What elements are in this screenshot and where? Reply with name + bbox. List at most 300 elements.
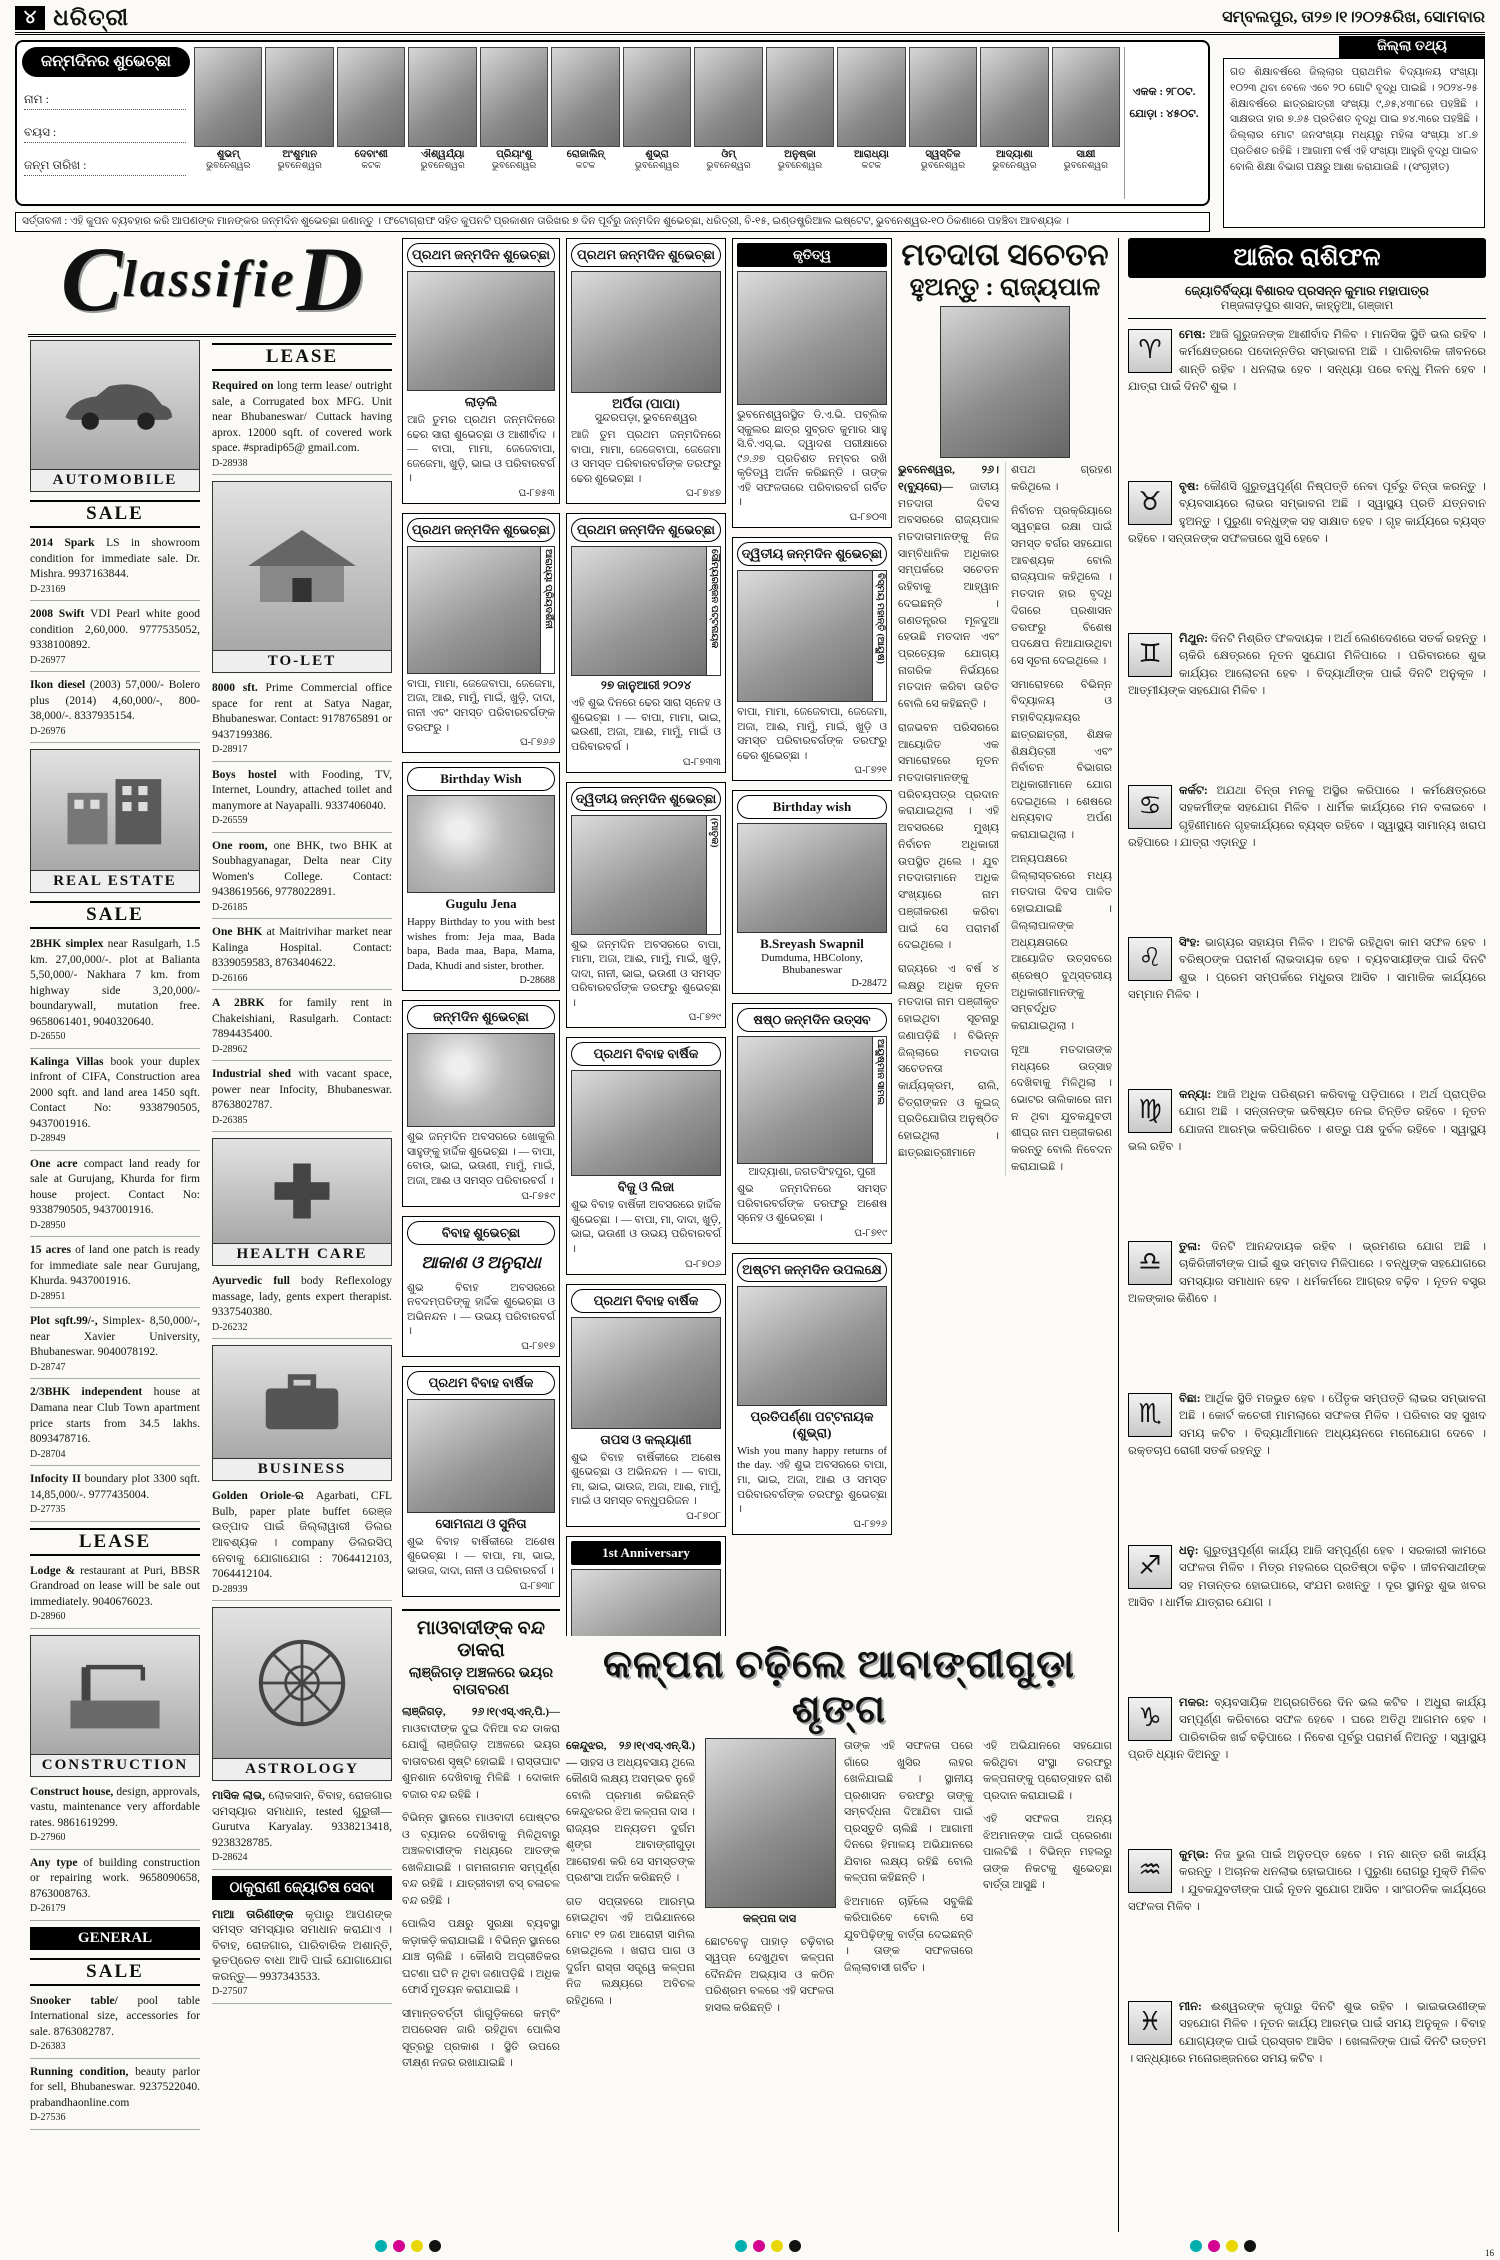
- path: [261, 1642, 343, 1724]
- card-photo: [571, 1070, 721, 1176]
- ad-lead: Infocity II: [30, 1473, 85, 1486]
- black-dot: [1244, 2240, 1256, 2252]
- classified-ad: Plot sqft.99/-, Simplex- 8,50,000/-, near Xavier University, Bhubaneswar. 9040078192. D-28747: [30, 1314, 200, 1379]
- kalpana-text-col-1: [566, 1738, 695, 2023]
- horoscope-entry: ♏ ବିଛା: ଆର୍ଥିକ ସ୍ଥିତି ମଜଭୁତ ହେବ । ପୈତୃକ ସମ୍ପତ୍ତି ଲାଭର ସମ୍ଭାବନା ଅଛି । କୋର୍ଟ କଚେରୀ ମାମଲାରେ ସଫଳତା ମିଳିବ । ପରିବାର ସହ ସୁଖଦ ସମୟ କଟିବ । ବିଦ୍ୟାର୍ଥୀମାନେ ଅଧ୍ୟୟନରେ ମନୋଯୋଗ ଦେବେ । ରକ୍ତଚାପ ରୋଗୀ ସତର୍କ ରହନ୍ତୁ ।: [1128, 1393, 1486, 1458]
- card-code: ଘ-୮୭୬୬: [520, 737, 555, 749]
- card-header: 1st Anniversary: [571, 1541, 721, 1565]
- polygon: [248, 530, 356, 566]
- classified-column-2: [212, 340, 392, 2230]
- ad-code: D-23169: [30, 583, 66, 595]
- ad-lead: Industrial shed: [212, 1068, 299, 1081]
- card-header: ବିବାହ ଶୁଭେଚ୍ଛା: [407, 1221, 555, 1245]
- greeting-card: [732, 1253, 892, 1535]
- child-photo: [337, 47, 405, 147]
- ad-code: D-28949: [30, 1133, 66, 1145]
- greetings-column-1: [402, 238, 560, 2232]
- birthday-photo-strip: [194, 47, 1120, 199]
- card-code: D-28472: [851, 978, 887, 990]
- classified-ad: 2/3BHK independent house at Damana near Club Town apartment price starts from 34.5 lakhs. 8093478716. D-28704: [30, 1385, 200, 1466]
- section-header: LEASE: [212, 343, 392, 371]
- classified-logo-last-letter: D: [296, 228, 364, 330]
- greeting-card: [732, 238, 892, 528]
- classified-ad: Kalinga Villas book your duplex infront of CIFA, Construction area 2000 sqft. and land area 1450 sqft. Contact No: 9338790505, 9437001916. D-28949: [30, 1055, 200, 1151]
- governor-photo: [940, 306, 1070, 458]
- kalpana-paragraph: ଏହି ଅଭିଯାନରେ ସହଯୋଗ କରିଥିବା ସଂସ୍ଥା ତରଫରୁ କଳ୍ପନାଙ୍କୁ ପ୍ରୋତ୍ସାହନ ରାଶି ପ୍ରଦାନ କରାଯାଇଛି ।: [983, 1740, 1112, 1802]
- ad-code: D-28960: [30, 1611, 66, 1623]
- classified-ad: 2BHK simplex near Rasulgarh, 1.5 km. 27,00,000/-. plot at Balianta 5,50,000/- Nakhara 7 km. from highway side 3,20,000/- boundarywall, mutation free. 9658061401, 9040320640. D-26550: [30, 937, 200, 1049]
- classified-ad: 2014 Spark LS in showroom condition for immediate sale. Dr. Mishra. 9937163844. D-23169: [30, 536, 200, 601]
- child-name: ସ୍ୱସ୍ତିକ: [925, 149, 961, 160]
- classified-ad: One BHK at Maitrivihar market near Kalinga Hospital. Contact: 8339059583, 8763404622. D-26166: [212, 925, 392, 990]
- zodiac-name: କୁମ୍ଭ:: [1179, 1849, 1215, 1861]
- child-name: ଦେବାଂଶୀ: [354, 149, 388, 160]
- greeting-card: [566, 1284, 726, 1527]
- classified-ad: 8000 sft. Prime Commercial office space for rent at Satya Nagar, Bhubaneswar. Contact: 9178765891 or 9437199386. D-28917: [212, 681, 392, 762]
- voter-paragraph: ରାଜ୍ୟରେ ଏ ବର୍ଷ ୪ ଲକ୍ଷରୁ ଅଧିକ ନୂତନ ମତଦାତା ନାମ ପଞ୍ଜୀକୃତ ହୋଇଥିବା ସୂଚନାରୁ ଜଣାପଡ଼ିଛି । ବିଭିନ୍ନ ଜିଲ୍ଲାରେ ମତଦାତା ସଚେତନତା କାର୍ଯ୍ୟକ୍ରମ, ରାଲି, ଚିତ୍ରାଙ୍କନ ଓ କୁଇଜ୍ ପ୍ରତିଯୋଗିତା ଅନୁଷ୍ଠିତ ହୋଇଥିଲା । ଛାତ୍ରଛାତ୍ରୀମାନେ ଶପଥ ଗ୍ରହଣ କରିଥିଲେ ।: [898, 464, 1112, 1159]
- circle: [137, 412, 154, 429]
- ad-code: D-28951: [30, 1290, 66, 1302]
- card-code: ଘ-୮୭୨୧: [854, 765, 887, 777]
- zodiac-name: ବିଛା:: [1179, 1393, 1205, 1405]
- classified-category-label: AUTOMOBILE: [30, 470, 200, 492]
- classified-category-biz: [212, 1345, 392, 1481]
- photo-side-label: ଆରାଧ୍ୟା ପ୍ରିୟଦର୍ଶିନୀ: [540, 547, 554, 673]
- horoscope-entry: ♓ ମୀନ: ଈଶ୍ୱରଙ୍କ କୃପାରୁ ଦିନଟି ଶୁଭ ରହିବ । ଭାଇଭଉଣୀଙ୍କ ସହଯୋଗ ମିଳିବ । ନୂତନ କାର୍ଯ୍ୟ ଆରମ୍ଭ ପାଇଁ ସମୟ ଅନୁକୂଳ । ବିବାହ ଯୋଗ୍ୟଙ୍କ ପାଇଁ ପ୍ରସ୍ତାବ ଆସିବ । ଖେଳାଳିଙ୍କ ପାଇଁ ଦିନଟି ଉତ୍ତମ । ସନ୍ଧ୍ୟାରେ ମନୋରଞ୍ଜନରେ ସମୟ କଟିବ ।: [1128, 2001, 1486, 2066]
- greeting-card: [402, 1216, 560, 1357]
- classified-ad: 2008 Swift VDI Pearl white good condition 2,60,000. 9777535052, 9338100892. D-26977: [30, 607, 200, 672]
- classified-category-label: REAL ESTATE: [30, 871, 200, 893]
- card-message: Happy Birthday to you with best wishes from: Jeja maa, Bada bapa, Bada maa, Bapa, Mama, Dada, Khudi and sister, brother.: [407, 916, 555, 972]
- classified-category-crane: [30, 1635, 200, 1777]
- maoist-paragraph: ବିଭିନ୍ନ ସ୍ଥାନରେ ମାଓବାଦୀ ପୋଷ୍ଟର ଓ ବ୍ୟାନର ଦେଖିବାକୁ ମିଳିଥିବାରୁ ଅଞ୍ଚଳବାସୀଙ୍କ ମଧ୍ୟରେ ଆତଙ୍କ ଖେଳିଯାଇଛି । ଗମନାଗମନ ସମ୍ପୂର୍ଣ୍ଣ ବନ୍ଦ ରହିଛି । ଯାତ୍ରୀବାହୀ ବସ୍ ଚଳାଚଳ ବନ୍ଦ ରହିଛି ।: [402, 1812, 560, 1907]
- kalpana-article-body: [566, 1738, 1112, 2023]
- card-header: ପ୍ରଥମ ଜନ୍ମଦିନ ଶୁଭେଚ୍ଛା: [571, 518, 721, 542]
- greetings-column-3: [732, 238, 892, 1636]
- classified-logo: [28, 228, 396, 337]
- kalpana-paragraph: [566, 1738, 695, 1887]
- card-message: ଶୁଭ ବିବାହ ବାର୍ଷିକୀରେ ଅଶେଷ ଶୁଭେଚ୍ଛା । — ବାପା, ମା, ଭାଇ, ଭାଉଜ, ଦାଦା, ନାନୀ ଓ ପରିବାରବର୍ଗ ।: [407, 1535, 555, 1577]
- kalpana-paragraph: ତାଙ୍କ ଏହି ସଫଳତା ପରେ ଗାଁରେ ଖୁସିର ଲହର ଖେଳିଯାଇଛି । ସ୍ଥାନୀୟ ପ୍ରଶାସନ ତରଫରୁ ତାଙ୍କୁ ସମ୍ବର୍ଦ୍ଧନା ଦିଆଯିବା ପାଇଁ ପ୍ରସ୍ତୁତି ଚାଲିଛି । ଆଗାମୀ ଦିନରେ ହିମାଳୟ ଅଭିଯାନରେ ଯିବାର ଲକ୍ଷ୍ୟ ରହିଛି ବୋଲି କଳ୍ପନା କହିଛନ୍ତି ।: [844, 1740, 973, 1884]
- kalpana-paragraph: ଗତ ସପ୍ତାହରେ ଆରମ୍ଭ ହୋଇଥିବା ଏହି ଅଭିଯାନରେ ମୋଟ ୧୨ ଜଣ ଆରୋହୀ ସାମିଲ ହୋଇଥିଲେ । ଖରାପ ପାଗ ଓ ଦୁର୍ଗମ ରାସ୍ତା ସତ୍ତ୍ୱେ କଳ୍ପନା ନିଜ ଲକ୍ଷ୍ୟରେ ଅବିଚଳ ରହିଥିଲେ ।: [566, 1895, 695, 2007]
- birthday-photo-cell: [551, 47, 619, 199]
- zodiac-icon: ♒: [1128, 1849, 1172, 1893]
- child-photo: [909, 47, 977, 147]
- child-name: ଆଦ୍ୟାଶା: [995, 149, 1033, 160]
- horoscope-entry: ♈ ମେଷ: ଆଜି ଗୁରୁଜନଙ୍କ ଆଶୀର୍ବାଦ ମିଳିବ । ମାନସିକ ସ୍ଥିତି ଭଲ ରହିବ । କର୍ମକ୍ଷେତ୍ରରେ ପଦୋନ୍ନତିର ସମ୍ଭାବନା ଅଛି । ପାରିବାରିକ ଜୀବନରେ ଶାନ୍ତି ରହିବ । ଧନଲାଭ ହେବ । ସନ୍ଧ୍ୟା ପରେ ବନ୍ଧୁ ମିଳନ ହେବ । ଯାତ୍ରା ପାଇଁ ଦିନଟି ଶୁଭ ।: [1128, 329, 1486, 394]
- ad-code: D-26383: [30, 2041, 66, 2053]
- child-name: ସାକ୍ଷୀ: [1076, 149, 1096, 160]
- ad-code: D-26559: [212, 815, 248, 827]
- card-code: ଘ-୮୭୦୬: [685, 1258, 721, 1270]
- greeting-card: [402, 513, 560, 753]
- ad-lead: Any type: [30, 1856, 84, 1869]
- maoist-paragraph: [402, 1704, 560, 1803]
- child-name: ଶୁଭମ୍: [216, 149, 240, 160]
- classified-ad: Industrial shed with vacant space, power near Infocity, Bhubaneswar. 8763802787. D-26385: [212, 1067, 392, 1132]
- maoist-dateline: ଲାଞ୍ଜିଗଡ଼, ୨୬।୧(ଏସ୍.ଏନ୍.ପି.)—: [402, 1706, 560, 1719]
- birthday-photo-cell: [480, 47, 548, 199]
- birthday-photo-cell: [265, 47, 333, 199]
- child-photo: [194, 47, 262, 147]
- ad-lead: One room,: [212, 839, 274, 852]
- horoscope-title: ଆଜିର ରାଶିଫଳ: [1128, 238, 1486, 278]
- classified-ad: Snooker table/ pool table International size, accessories for sale. 8763082787. D-26383: [30, 1994, 200, 2059]
- kalpana-paragraph: ଛୋଟବେଳୁ ପାହାଡ଼ ଚଢ଼ିବାର ସ୍ୱପ୍ନ ଦେଖୁଥିବା କଳ୍ପନା ଦୈନନ୍ଦିନ ଅଭ୍ୟାସ ଓ କଠିନ ପରିଶ୍ରମ ବଳରେ ଏହି ସଫଳତା ହାସଲ କରିଛନ୍ତି ।: [705, 1935, 834, 2014]
- zodiac-icon: ♋: [1128, 785, 1172, 829]
- path: [86, 1667, 143, 1680]
- voter-paragraph: ସମାରୋହରେ ବିଭିନ୍ନ ବିଦ୍ୟାଳୟ ଓ ମହାବିଦ୍ୟାଳୟର ଛାତ୍ରଛାତ୍ରୀ, ଶିକ୍ଷକ ଶିକ୍ଷୟିତ୍ରୀ ଏବଂ ନିର୍ବାଚନ ବିଭାଗର ଅଧିକାରୀମାନେ ଯୋଗ ଦେଇଥିଲେ । ଶେଷରେ ଧନ୍ୟବାଦ ଅର୍ପଣ କରାଯାଇଥିଲା ।: [1011, 678, 1112, 842]
- coupon-field-dob: ଜନ୍ମ ତାରିଖ :: [24, 158, 186, 176]
- child-name: ଅନୁଷ୍କା: [784, 149, 816, 160]
- child-place: ଭୁବନେଶ୍ୱର: [777, 160, 823, 170]
- card-header: ପ୍ରଥମ ଜନ୍ମଦିନ ଶୁଭେଚ୍ଛା: [571, 243, 721, 267]
- card-header: କୃତିତ୍ୱ: [737, 243, 887, 267]
- birthday-photo-cell: [194, 47, 262, 199]
- greetings-cards: [402, 238, 560, 1597]
- ad-lead: Ayurvedic full: [212, 1275, 302, 1288]
- ad-lead: Lodge &: [30, 1564, 81, 1577]
- ad-lead: Ikon diesel: [30, 679, 90, 692]
- card-name: ଲାଡ଼ଲି: [464, 394, 498, 409]
- masthead: [15, 4, 1485, 35]
- magenta-dot: [1208, 2240, 1220, 2252]
- card-subtitle: ଆଦ୍ୟାଶା, ଜଗତସିଂହପୁର, ପୁରୀ: [748, 1166, 876, 1179]
- kalpana-photo-caption: କଳ୍ପନା ଦାସ: [742, 1913, 797, 1925]
- horoscope-entry: ♑ ମକର: ବ୍ୟବସାୟିକ ଅଗ୍ରଗତିରେ ଦିନ ଭଲ କଟିବ । ଅଧୁରା କାର୍ଯ୍ୟ ସମ୍ପୂର୍ଣ୍ଣ କରିବାରେ ସଫଳ ହେବେ । ଘରେ ଅତିଥି ଆଗମନ ହେବ । ପାରିବାରିକ ଖର୍ଚ୍ଚ ବଢ଼ିପାରେ । ନିବେଶ ପୂର୍ବରୁ ପରାମର୍ଶ ନିଅନ୍ତୁ । ସ୍ୱାସ୍ଥ୍ୟ ପ୍ରତି ଧ୍ୟାନ ଦିଅନ୍ତୁ ।: [1128, 1697, 1486, 1762]
- card-message: ଏହି ଶୁଭ ଦିନରେ ଢେର ସାରା ସ୍ନେହ ଓ ଶୁଭେଚ୍ଛା । — ବାପା, ମାମା, ଭାଇ, ଭଉଣୀ, ଅଜା, ଆଈ, ମାମୁଁ, ମାଇଁ ଓ ପରିବାରବର୍ଗ ।: [571, 697, 721, 753]
- card-photo: [407, 1399, 555, 1513]
- card-message: ବାପା, ମାମା, ଜେଜେବାପା, ଜେଜେମା, ଅଜା, ଆଈ, ମାମୁଁ, ମାଇଁ, ଖୁଡ଼ି ଓ ସମସ୍ତ ପରିବାରବର୍ଗଙ୍କ ତରଫରୁ ଢେର ଶୁଭେଚ୍ଛା ।: [737, 705, 887, 762]
- card-photo: [737, 1286, 887, 1406]
- ad-lead: Required on: [212, 380, 278, 392]
- coupon-terms: ସର୍ତ୍ତାବଳୀ : ଏହି କୁପନ ବ୍ୟବହାର କରି ଆପଣଙ୍କ ମାନଙ୍କର ଜନ୍ମଦିନ ଶୁଭେଚ୍ଛା ଜଣାନ୍ତୁ । ଫଟୋଗ୍ରାଫ ସହିତ କୁପନଟି ପ୍ରକାଶନ ତାରିଖର ୭ ଦିନ ପୂର୍ବରୁ ଜନ୍ମଦିନ ଶୁଭେଚ୍ଛା, ଧରିତ୍ରୀ, ବି-୧୫, ଇଣ୍ଡଷ୍ଟ୍ରିଆଲ ଇଷ୍ଟେଟ, ଭୁବନେଶ୍ୱର-୧୦ ଠିକଣାରେ ପହଞ୍ଚିବା ଆବଶ୍ୟକ ।: [15, 212, 1210, 232]
- magenta-dot: [753, 2240, 765, 2252]
- rect: [67, 793, 107, 844]
- rect: [275, 1183, 330, 1201]
- horoscope-entry: ♍ କନ୍ୟା: ଆଜି ଅଧିକ ପରିଶ୍ରମ କରିବାକୁ ପଡ଼ିପାରେ । ଅର୍ଥ ପ୍ରାପ୍ତିର ଯୋଗ ଅଛି । ସନ୍ତାନଙ୍କ ଭବିଷ୍ୟତ ନେଇ ଚିନ୍ତିତ ରହିବେ । ନୂତନ ଯୋଜନା ଆରମ୍ଭ କରିପାରିବେ । ଶତ୍ରୁ ପକ୍ଷ ଦୁର୍ବଳ ରହିବେ । ସ୍ୱାସ୍ଥ୍ୟ ଭଲ ରହିବ ।: [1128, 1089, 1486, 1154]
- greeting-card: [566, 1037, 726, 1274]
- birthday-photo-cell: [980, 47, 1048, 199]
- photo-side-label: ଆୟୁଷ୍ମାନ ସାମଲ: [872, 1037, 886, 1163]
- classified-category-zodiac: [212, 1607, 392, 1781]
- greeting-card: [566, 782, 726, 1029]
- classified-ad: A 2BRK for family rent in Chakeishiani, Rasulgarh. Contact: 7894435400. D-28962: [212, 996, 392, 1061]
- voter-headline-2: ହୁଅନ୍ତୁ : ରାଜ୍ୟପାଳ: [909, 274, 1101, 302]
- child-photo: [1052, 47, 1120, 147]
- greetings-column-2: [566, 238, 726, 1636]
- card-message: ଶୁଭ ବିବାହ ବାର୍ଷିକୀ ଅବସରରେ ହାର୍ଦ୍ଦିକ ଶୁଭେଚ୍ଛା । — ବାପା, ମା, ଦାଦା, ଖୁଡ଼ି, ଭାଇ, ଭଉଣୀ ଓ ଉଭୟ ପରିବାରବର୍ଗ ।: [571, 1199, 721, 1255]
- black-dot: [429, 2240, 441, 2252]
- zodiac-icon: ♌: [1128, 937, 1172, 981]
- ad-lead: One BHK: [212, 926, 267, 939]
- horoscope-entry: ♊ ମିଥୁନ: ଦିନଟି ମିଶ୍ରିତ ଫଳଦାୟକ । ଅର୍ଥ ଲେଣଦେଣରେ ସତର୍କ ରହନ୍ତୁ । ଚାକିରି କ୍ଷେତ୍ରରେ ନୂତନ ସୁଯୋଗ ମିଳିପାରେ । ପରିବାରରେ ଶୁଭ କାର୍ଯ୍ୟର ଆଲୋଚନା ହେବ । ବିଦ୍ୟାର୍ଥୀଙ୍କ ପାଇଁ ଦିନଟି ଅନୁକୂଳ । ଆତ୍ମୀୟଙ୍କ ସହଯୋଗ ମିଳିବ ।: [1128, 633, 1486, 698]
- path: [65, 384, 172, 420]
- ad-lead: Construct house,: [30, 1785, 117, 1798]
- classified-category-label: CONSTRUCTION: [30, 1755, 200, 1777]
- zodiac-icon: ♐: [1128, 1545, 1172, 1589]
- zodiac-name: ମକର:: [1179, 1697, 1215, 1709]
- card-code: ଘ-୮୭୧୯: [854, 1227, 887, 1239]
- ad-code: D-28624: [212, 1852, 248, 1864]
- district-info-box: [1223, 36, 1485, 228]
- ad-code: D-28704: [30, 1448, 66, 1460]
- card-header: ପ୍ରଥମ ବିବାହ ବାର୍ଷିକ: [571, 1289, 721, 1313]
- rect: [291, 1378, 314, 1389]
- ad-code: D-27507: [212, 1986, 248, 1998]
- zodiac-icon: ♊: [1128, 633, 1172, 677]
- ad-lead: 2008 Swift: [30, 608, 91, 621]
- ad-lead: Kalinga Villas: [30, 1055, 111, 1068]
- voter-paragraph: ଅନ୍ୟପକ୍ଷରେ ଜିଲ୍ଲାସ୍ତରରେ ମଧ୍ୟ ମତଦାତା ଦିବସ ପାଳିତ ହୋଇଯାଇଛି । ଜିଲ୍ଲାପାଳଙ୍କ ଅଧ୍ୟକ୍ଷତାରେ ଆୟୋଜିତ ଉତ୍ସବରେ ଶ୍ରେଷ୍ଠ ବୁଥ୍‌ସ୍ତରୀୟ ଅଧିକାରୀମାନଙ୍କୁ ସମ୍ବର୍ଦ୍ଧିତ କରାଯାଇଥିଲା ।: [1011, 852, 1112, 1033]
- card-photo: [571, 1317, 721, 1429]
- coupon-field-name: ନାମ :: [24, 92, 186, 110]
- ad-code: D-28917: [212, 744, 248, 756]
- classified-category-estate: [30, 749, 200, 893]
- greeting-card: [566, 238, 726, 504]
- maoist-p1: ମାଓବାଦୀଙ୍କ ଦୁଇ ଦିନିଆ ବନ୍ଦ ଡାକରା ଯୋଗୁଁ ଲାଞ୍ଜିଗଡ଼ ଅଞ୍ଚଳରେ ଭୟର ବାତାବରଣ ସୃଷ୍ଟି ହୋଇଛି । ରାସ୍ତାଘାଟ ଶୁନଶାନ ଦେଖିବାକୁ ମିଳିଛି । ଦୋକାନ ବଜାର ବନ୍ଦ ରହିଛି ।: [402, 1722, 560, 1801]
- rect: [122, 786, 131, 795]
- child-place: ଭୁବନେଶ୍ୱର: [920, 160, 966, 170]
- card-subtitle: ସୁନ୍ଦରପଡ଼ା, ଭୁବନେଶ୍ୱର: [594, 412, 698, 424]
- classified-ad: Golden Oriole-ର Agarbati, CFL Bulb, paper plate buffet ରେଞ୍ଜ ଉତ୍ପାଦ ପାଇଁ ଜିଲ୍ଲାୱାରୀ ଡିଲର ଆବଶ୍ୟକ । company ଡିଲରସିପ୍ ନେବାକୁ ଯୋଗାଯୋଗ : 7064412103, 7064412104. D-28939: [212, 1489, 392, 1601]
- ad-lead: 15 acres: [30, 1244, 76, 1257]
- greeting-card: [402, 1000, 560, 1206]
- child-photo: [837, 47, 905, 147]
- kalpana-headline: କଳ୍ପନା ଚଢ଼ିଲେ ଆବାଙ୍ଗୀଗୁଡ଼ା ଶୃଙ୍ଗ: [603, 1643, 1075, 1731]
- registration-marks-right: [1190, 2240, 1256, 2252]
- classified-logo-middle: lassifie: [122, 251, 297, 308]
- classified-logo-first-letter: C: [60, 228, 123, 330]
- classified-category-house: [212, 481, 392, 673]
- rect: [74, 800, 83, 809]
- card-photo: [737, 570, 887, 702]
- ad-lead: One acre: [30, 1157, 84, 1170]
- yellow-dot: [771, 2240, 783, 2252]
- card-header: ଅଷ୍ଟମ ଜନ୍ମଦିନ ଉପଲକ୍ଷେ: [737, 1258, 887, 1282]
- classified-ad: ମାସିକ ଲାଭ, ଲୋକସାନ, ବିବାହ, ରୋଜଗାର ସମସ୍ୟାର ସମାଧାନ, tested ଗୁରୁଜୀ— Gurutva Karyalay. 9338213418, 9238328785. D-28624: [212, 1789, 392, 1870]
- cyan-dot: [735, 2240, 747, 2252]
- greeting-card: [402, 238, 560, 504]
- child-name: ଐଶ୍ୱର୍ଯ୍ୟା: [420, 149, 465, 160]
- card-header: ଦ୍ୱିତୀୟ ଜନ୍ମଦିନ ଶୁଭେଚ୍ଛା: [737, 542, 887, 566]
- zodiac-name: ସିଂହ:: [1179, 937, 1205, 949]
- kalpana-paragraph: ଏହି ସଫଳତା ଅନ୍ୟ ଝିଅମାନଙ୍କ ପାଇଁ ପ୍ରେରଣା ପାଲଟିଛି । ବିଭିନ୍ନ ମହଲରୁ ତାଙ୍କ ନିକଟକୁ ଶୁଭେଚ୍ଛା ବାର୍ତ୍ତା ଆସୁଛି ।: [983, 1813, 1112, 1891]
- child-photo: [623, 47, 691, 147]
- voter-p1: ଜାତୀୟ ମତଦାତା ଦିବସ ଅବସରରେ ରାଜ୍ୟପାଳ ମତଦାତାମାନଙ୍କୁ ନିଜ ସାମ୍ବିଧାନିକ ଅଧିକାର ସମ୍ପର୍କରେ ସଚେତନ ରହିବାକୁ ଆହ୍ୱାନ ଦେଇଛନ୍ତି । ଗଣତନ୍ତ୍ରର ମୂଳଦୁଆ ହେଉଛି ମତଦାନ ଏବଂ ପ୍ରତ୍ୟେକ ଯୋଗ୍ୟ ନାଗରିକ ନିର୍ଭୟରେ ମତଦାନ କରିବା ଉଚିତ ବୋଲି ସେ କହିଛନ୍ତି ।: [898, 480, 999, 711]
- svg: [50, 374, 180, 436]
- svg: [256, 1368, 348, 1436]
- classified-ad: Required on long term lease/ outright sale, a Corrugated box MFG. Unit near Bhubaneswar/ Cuttack having aprox. 12000 sqft. of covered work space. #spradip65@ gmail.com. D-28938: [212, 379, 392, 475]
- card-name: ବିଜୁ ଓ ଲିଜା: [617, 1179, 675, 1195]
- rect: [82, 1667, 91, 1700]
- zodiac-name: ତୁଳା:: [1179, 1241, 1212, 1253]
- ad-lead: ମାସିକ ଲାଭ,: [212, 1790, 269, 1803]
- card-name: ଅର୍ପିତା (ପାପା): [612, 396, 680, 411]
- photo-side-label: ସୌମ୍ୟରଞ୍ଜନ ପଟ୍ଟନାୟକ: [706, 547, 720, 675]
- maoist-article: [402, 1609, 560, 2072]
- card-photo: [407, 546, 555, 674]
- greeting-card: [566, 1536, 726, 1636]
- card-code: ଘ-୮୭୪୭: [686, 488, 721, 500]
- child-place: ଭୁବନେଶ୍ୱର: [992, 160, 1037, 170]
- zodiac-name: ମିଥୁନ:: [1179, 633, 1211, 645]
- child-photo: [766, 47, 834, 147]
- ad-code: D-28962: [212, 1043, 248, 1055]
- kalpana-photo-col: [705, 1738, 834, 2023]
- kalpana-dateline: କେନ୍ଦୁଝର, ୨୬।୧(ଏସ୍.ଏନ୍.ସି.)—: [566, 1740, 695, 1769]
- zodiac-name: କର୍କଟ:: [1179, 785, 1217, 797]
- rect: [138, 802, 147, 811]
- rate-double: ଯୋଡ଼ା : ୪୫୦ଟ.: [1129, 108, 1199, 120]
- section-header-black: GENERAL: [30, 1927, 200, 1950]
- maoist-headline-2: ଲାଞ୍ଜିଗଡ଼ ଅଞ୍ଚଳରେ ଭୟର ବାତାବରଣ: [408, 1665, 554, 1699]
- card-photo: [737, 1036, 887, 1164]
- card-code: ଘ-୮୭୧୭: [521, 1340, 555, 1352]
- kalpana-paragraph: ଝିଅମାନେ ଚାହିଁଲେ ସବୁକିଛି କରିପାରିବେ ବୋଲି ସେ ଯୁବପିଢ଼ିଙ୍କୁ ବାର୍ତ୍ତା ଦେଇଛନ୍ତି । ତାଙ୍କ ସଫଳତାରେ ଜିଲ୍ଲାବାସୀ ଗର୍ବିତ ।: [844, 1895, 973, 1974]
- card-photo: [737, 271, 887, 405]
- zodiac-name: କନ୍ୟା:: [1179, 1089, 1217, 1101]
- card-name: B.Sreyash Swapnil: [760, 936, 864, 952]
- maoist-headline-1: ମାଓବାଦୀଙ୍କ ବନ୍ଦ ଡାକରା: [417, 1617, 545, 1662]
- horoscope-entry: ♒ କୁମ୍ଭ: ନିଜ ଭୁଲ ପାଇଁ ଅନୁତପ୍ତ ହେବେ । ମନ ଶାନ୍ତ ରଖି କାର୍ଯ୍ୟ କରନ୍ତୁ । ଅଚାନକ ଧନଲାଭ ହୋଇପାରେ । ପୁରୁଣା ରୋଗରୁ ମୁକ୍ତି ମିଳିବ । ଯୁବକଯୁବତୀଙ୍କ ପାଇଁ ନୂତନ ସୁଯୋଗ ଆସିବ । ସାଂଗଠନିକ କାର୍ଯ୍ୟରେ ସଫଳତା ମିଳିବ ।: [1128, 1849, 1486, 1914]
- zodiac-icon: ♎: [1128, 1241, 1172, 1285]
- ad-lead: Snooker table/: [30, 1994, 138, 2007]
- maoist-paragraph: ପୋଲିସ ପକ୍ଷରୁ ସୁରକ୍ଷା ବ୍ୟବସ୍ଥା କଡ଼ାକଡ଼ି କରାଯାଇଛି । ବିଭିନ୍ନ ସ୍ଥାନରେ ଯାଞ୍ଚ ଚାଲିଛି । କୌଣସି ଅପ୍ରୀତିକର ଘଟଣା ଘଟି ନ ଥିବା ଜଣାପଡ଼ିଛି । ଅଧିକ ଫୋର୍ସ ମୁତୟନ କରାଯାଇଛି ।: [402, 1918, 560, 1997]
- registration-marks-center: [735, 2240, 801, 2252]
- horoscope-entries: [1128, 327, 1486, 2141]
- child-photo: [408, 47, 476, 147]
- kalpana-p1: ସାହସ ଓ ଅଧ୍ୟବସାୟ ଥିଲେ କୌଣସି ଲକ୍ଷ୍ୟ ଅସମ୍ଭବ ନୁହେଁ ବୋଲି ପ୍ରମାଣ କରିଛନ୍ତି କେନ୍ଦୁଝରର ଝିଅ କଳ୍ପନା ଦାସ । ରାଜ୍ୟର ଅନ୍ୟତମ ଦୁର୍ଗମ ଶୃଙ୍ଗ ଆବାଙ୍ଗୀଗୁଡ଼ା ଆରୋହଣ କରି ସେ ସମସ୍ତଙ୍କ ପ୍ରଶଂସା ଅର୍ଜନ କରିଛନ୍ତି ।: [566, 1756, 695, 1884]
- greeting-card: [732, 790, 892, 994]
- zodiac-icon: ♈: [1128, 329, 1172, 373]
- classified-category-car: [30, 340, 200, 492]
- child-place: ଭୁବନେଶ୍ୱର: [706, 160, 751, 170]
- ad-code: D-28747: [30, 1361, 66, 1373]
- voter-headline-1: ମତଦାତା ସଚେତନ: [901, 238, 1109, 272]
- card-name: ତାପସ ଓ କଲ୍ୟାଣୀ: [600, 1431, 692, 1447]
- horoscope-entry: ♉ ବୃଷ: କୌଣସି ଗୁରୁତ୍ୱପୂର୍ଣ୍ଣ ନିଷ୍ପତ୍ତି ନେବା ପୂର୍ବରୁ ଚିନ୍ତା କରନ୍ତୁ । ବ୍ୟବସାୟରେ ଲାଭର ସମ୍ଭାବନା ଅଛି । ସ୍ୱାସ୍ଥ୍ୟ ପ୍ରତି ଯତ୍ନବାନ ହୁଅନ୍ତୁ । ପୁରୁଣା ବନ୍ଧୁଙ୍କ ସହ ସାକ୍ଷାତ ହେବ । ଗୃହ କାର୍ଯ୍ୟରେ ବ୍ୟସ୍ତ ରହିବେ । ସନ୍ତାନଙ୍କ ସଫଳତାରେ ଖୁସି ହେବେ ।: [1128, 481, 1486, 546]
- card-photo: [407, 271, 555, 391]
- zodiac-icon: ♓: [1128, 2001, 1172, 2045]
- section-header: SALE: [30, 1958, 200, 1986]
- birthday-photo-cell: [337, 47, 405, 199]
- zodiac-name: ମେଷ:: [1179, 329, 1210, 341]
- birthday-banner: [15, 40, 1210, 206]
- zodiac-name: ବୃଷ:: [1179, 481, 1205, 493]
- section-header: LEASE: [30, 1528, 200, 1556]
- card-header: Birthday wish: [737, 795, 887, 819]
- child-name: ଶୁଭ୍ରା: [645, 149, 669, 160]
- card-message: ଶୁଭ ବିବାହ ଅବସରରେ ନବଦମ୍ପତିଙ୍କୁ ହାର୍ଦ୍ଦିକ ଶୁଭେଚ୍ଛା ଓ ଅଭିନନ୍ଦନ । — ଉଭୟ ପରିବାରବର୍ଗ ।: [407, 1281, 555, 1338]
- child-photo: [694, 47, 762, 147]
- card-code: ଘ-୮୭୩୩: [682, 756, 721, 768]
- birthday-banner-title: ଜନ୍ମଦିନର ଶୁଭେଚ୍ଛା: [22, 47, 190, 77]
- ad-code: D-26166: [212, 972, 248, 984]
- card-header: ଜନ୍ମଦିନ ଶୁଭେଚ୍ଛା: [407, 1005, 555, 1029]
- yellow-dot: [1226, 2240, 1238, 2252]
- couple-names: ଆକାଶ ଓ ଅନୁରାଧା: [421, 1252, 541, 1272]
- paper-name: ଧରିତ୍ରୀ: [53, 5, 130, 30]
- card-message: ଆଜି ତୁମର ପ୍ରଥମ ଜନ୍ମଦିନରେ ଢେର ସାରା ଶୁଭେଚ୍ଛା ଓ ଆଶୀର୍ବାଦ । — ବାପା, ମାମା, ଜେଜେବାପା, ଜେଜେମା, ଖୁଡ଼ି, ଭାଇ ଓ ପରିବାରବର୍ଗ ।: [407, 414, 555, 485]
- card-header: ପ୍ରଥମ ଜନ୍ମଦିନ ଶୁଭେଚ୍ଛା: [407, 243, 555, 267]
- card-message: Wish you many happy returns of the day. ଏହି ଶୁଭ ଅବସରରେ ବାପା, ମା, ଭାଇ, ଅଜା, ଆଈ ଓ ସମସ୍ତ ପରିବାରବର୍ଗଙ୍କ ତରଫରୁ ଶୁଭେଚ୍ଛା ।: [737, 1444, 887, 1516]
- classified-ad: Any type of building construction or repairing work. 9658090658, 8763008763. D-26179: [30, 1856, 200, 1921]
- zodiac-name: ମୀନ:: [1179, 2001, 1211, 2013]
- child-place: ଭୁବନେଶ୍ୱର: [420, 160, 465, 170]
- birthday-photo-cell: [766, 47, 834, 199]
- astrologer-name: ଜ୍ୟୋତିର୍ବିଦ୍ୟା ବିଶାରଦ ପ୍ରସନ୍ନ କୁମାର ମହାପାତ୍ର: [1185, 284, 1429, 298]
- svg: [59, 1656, 171, 1734]
- car-illustration: [30, 340, 200, 470]
- rect: [70, 1700, 159, 1728]
- card-photo: [571, 815, 721, 935]
- voter-article-body: [898, 462, 1112, 1175]
- greeting-card: [402, 1366, 560, 1597]
- card-code: ଘ-୮୭୫୯: [521, 1190, 555, 1202]
- kalpana-article: [566, 1642, 1112, 2232]
- kalpana-text-col-2: [844, 1738, 973, 2023]
- edition-dateline: ସମ୍ବଲପୁର, ତା୨୭।୧।୨୦୨୫ରିଖ, ସୋମବାର: [1222, 9, 1485, 26]
- voter-paragraph: ନିର୍ବାଚନ ପ୍ରକ୍ରିୟାରେ ସ୍ୱଚ୍ଛତା ରକ୍ଷା ପାଇଁ ସମସ୍ତ ବର୍ଗର ସହଯୋଗ ଆବଶ୍ୟକ ବୋଲି ରାଜ୍ୟପାଳ କହିଥିଲେ । ମତଦାନ ହାର ବୃଦ୍ଧି ଦିଗରେ ପ୍ରଶାସନ ତରଫରୁ ବିଶେଷ ପଦକ୍ଷେପ ନିଆଯାଉଥିବା ସେ ସୂଚନା ଦେଇଥିଲେ ।: [1011, 504, 1112, 667]
- card-code: ଘ-୮୭୦୮: [686, 1510, 721, 1522]
- card-code: ଘ-୮୭୫୩: [518, 487, 555, 499]
- horoscope-entry: ♋ କର୍କଟ: ଅଯଥା ଚିନ୍ତା ମନକୁ ଅସ୍ଥିର କରିପାରେ । କର୍ମକ୍ଷେତ୍ରରେ ସହକର୍ମୀଙ୍କ ସହଯୋଗ ମିଳିବ । ଧାର୍ମିକ କାର୍ଯ୍ୟରେ ମନ ବଳାଇବେ । ଗୃହିଣୀମାନେ ଗୃହକାର୍ଯ୍ୟରେ ବ୍ୟସ୍ତ ରହିବେ । ସ୍ୱାସ୍ଥ୍ୟ ସାମାନ୍ୟ ଖରାପ ରହିପାରେ । ଯାତ୍ରା ଏଡ଼ାନ୍ତୁ ।: [1128, 785, 1486, 850]
- card-photo: [571, 546, 721, 676]
- cyan-dot: [1190, 2240, 1202, 2252]
- ad-lead: Golden Oriole-ର: [212, 1490, 316, 1503]
- flowers-photo: [407, 1033, 555, 1127]
- child-name: ପ୍ରିୟାଂଶୁ: [496, 149, 532, 160]
- card-name: ପ୍ରତିପର୍ଣ୍ଣା ପଟ୍ଟନାୟକ (ଶୁଭ୍ରା): [750, 1408, 874, 1440]
- card-name: Gugulu Jena: [445, 896, 517, 912]
- child-name: ଓଁମ୍: [721, 149, 736, 160]
- zodiac-icon: ♏: [1128, 1393, 1172, 1437]
- card-message: ଭୁବନେଶ୍ୱରସ୍ଥିତ ଡି.ଏ.ଭି. ପବ୍ଲିକ ସ୍କୁଲର ଛାତ୍ର ସୁବ୍ରତ କୁମାର ସାହୁ ସି.ବି.ଏସ୍.ଇ. ଦ୍ୱାଦଶ ପରୀକ୍ଷାରେ ୯୬.୬୭ ପ୍ରତିଶତ ନମ୍ବର ରଖି କୃତିତ୍ୱ ଅର୍ଜନ କରିଛନ୍ତି । ତାଙ୍କ ଏହି ସଫଳତାରେ ପରିବାରବର୍ଗ ଗର୍ବିତ ।: [737, 409, 887, 509]
- masthead-left: [15, 5, 129, 31]
- rate-single: ଏକକ : ୨୮୦ଟ.: [1132, 86, 1196, 98]
- voter-dateline: ଭୁବନେଶ୍ୱର, ୨୬।୧(ବ୍ୟୁରୋ)—: [898, 464, 999, 493]
- greeting-card: [566, 513, 726, 772]
- svg: [254, 1635, 350, 1731]
- cross-illustration: [212, 1138, 392, 1244]
- district-info-body: ଗତ ଶିକ୍ଷାବର୍ଷରେ ଜିଲ୍ଲାର ପ୍ରାଥମିକ ବିଦ୍ୟାଳୟ ସଂଖ୍ୟା ୧୦୨୩ ଥିବା ବେଳେ ଏବେ ୨୦ ଗୋଟି ବୃଦ୍ଧି ପାଇଛି । ୨୦୨୪-୨୫ ଶିକ୍ଷାବର୍ଷରେ ଛାତ୍ରଛାତ୍ରୀ ସଂଖ୍ୟା ୯,୬୫,୪୩୮ରେ ପହଞ୍ଚିଛି । ସାକ୍ଷରତା ହାର ୭.୬୫ ପ୍ରତିଶତ ବୃଦ୍ଧି ପାଇ ୭୪.୩ରେ ପହଞ୍ଚିଛି । ଜିଲ୍ଲାର ମୋଟ ଜନସଂଖ୍ୟା ମଧ୍ୟରୁ ମହିଳା ସଂଖ୍ୟା ୪୮.୭ ପ୍ରତିଶତ ରହିଛି । ଆଗାମୀ ବର୍ଷ ଏହି ସଂଖ୍ୟା ଆହୁରି ବୃଦ୍ଧି ପାଇବ ବୋଲି ଶିକ୍ଷା ବିଭାଗ ପକ୍ଷରୁ ଆଶା କରାଯାଉଛି । (ସଂଗୃହୀତ): [1223, 58, 1485, 228]
- black-dot: [789, 2240, 801, 2252]
- greeting-card: [732, 537, 892, 781]
- district-info-title: ଜିଲ୍ଲା ତଥ୍ୟ: [1339, 36, 1485, 58]
- classified-category-cross: [212, 1138, 392, 1266]
- print-folio: 16: [1485, 2248, 1494, 2258]
- ad-lead: Running condition,: [30, 2065, 136, 2078]
- ad-lead: 2/3BHK independent: [30, 1386, 154, 1399]
- biz-illustration: [212, 1345, 392, 1459]
- card-date: ୨୭ ଜାନୁଆରୀ ୨୦୨୪: [600, 678, 692, 693]
- card-header: ପ୍ରଥମ ବିବାହ ବାର୍ଷିକ: [407, 1371, 555, 1395]
- card-code: ଘ-୮୭୨୬: [853, 1518, 887, 1530]
- classified-ad: One room, one BHK, two BHK at Soubhagyanagar, Delta near City Women's College. Contact: 9438619566, 9778022891. D-26185: [212, 839, 392, 920]
- ad-code: D-27735: [30, 1504, 66, 1516]
- classified-ad: Lodge & restaurant at Puri, BBSR Grandroad on lease will be sale out immediately. 9040676023. D-28960: [30, 1564, 200, 1629]
- birthday-photo-cell: [623, 47, 691, 199]
- child-place: ଭୁବନେଶ୍ୱର: [1063, 160, 1108, 170]
- ad-code: D-28950: [30, 1219, 66, 1231]
- classified-ad: Boys hostel with Fooding, TV, Internet, Loundry, attached toilet and manymore at Nayapalli. 9337406040. D-26559: [212, 768, 392, 833]
- horoscope-entry: ♌ ସିଂହ: ଭାଗ୍ୟର ସହାୟତା ମିଳିବ । ଅଟକି ରହିଥିବା କାମ ସଫଳ ହେବ । ବରିଷ୍ଠଙ୍କ ପରାମର୍ଶ ଲାଭଦାୟକ ହେବ । ବ୍ୟବସାୟୀଙ୍କ ପାଇଁ ଦିନଟି ଶୁଭ । ପ୍ରେମ ସମ୍ପର୍କରେ ମଧୁରତା ଆସିବ । ସାମାଜିକ କାର୍ଯ୍ୟରେ ସମ୍ମାନ ମିଳିବ ।: [1128, 937, 1486, 1002]
- card-message: ଶୁଭ ଜନ୍ମଦିନ ଅବସରରେ ବାପା, ମାମା, ଅଜା, ଆଈ, ମାମୁଁ, ମାଇଁ, ଖୁଡ଼ି, ଦାଦା, ନାନୀ, ଭାଇ, ଭଉଣୀ ଓ ସମସ୍ତ ପରିବାରବର୍ଗଙ୍କ ତରଫରୁ ଶୁଭେଚ୍ଛା ।: [571, 938, 721, 1009]
- zodiac-icon: ♉: [1128, 481, 1172, 525]
- card-photo: [571, 1569, 721, 1636]
- zodiac-icon: ♑: [1128, 1697, 1172, 1741]
